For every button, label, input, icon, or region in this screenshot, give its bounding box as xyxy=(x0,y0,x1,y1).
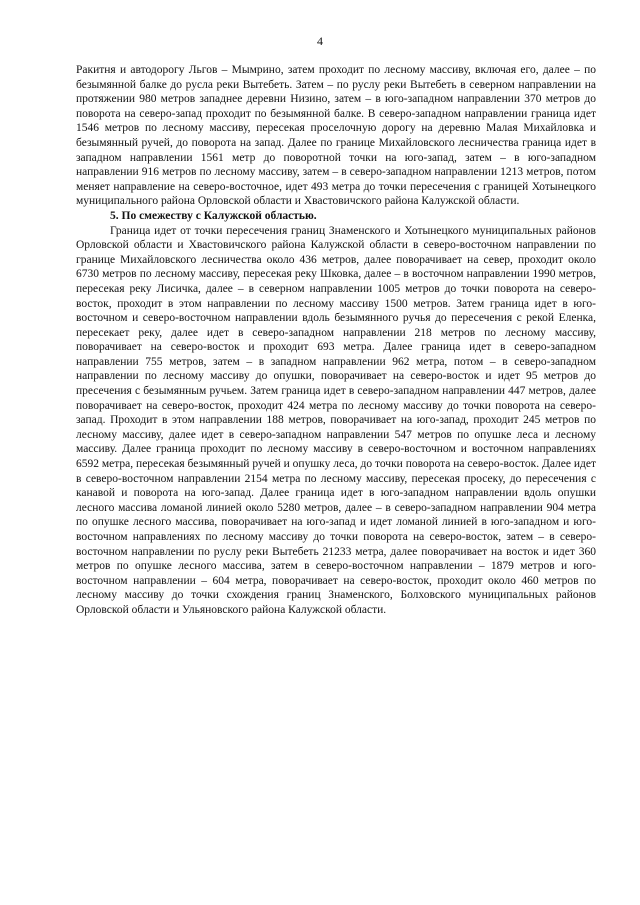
section-heading: 5. По смежеству с Калужской областью. xyxy=(110,209,317,222)
paragraph-boundary-kaluga: Граница идет от точки пересечения границ Знаменского и Хотынецкого муниципальных районов Орловской области и Хвастовичского района Калужской области в северо-восточном направлении по границе Михайловского лесничества около 436 метров, далее поворачивает на север, проходит около 6730 метров по лесному массиву, пересекая реку Шковка, далее – в восточном направлении 1990 метров, пересекая реку Лисичка, далее – в северном направлении 1005 метров до точки поворота на северо-восток, проходит в этом направлении по лесному массиву 1500 метров. Затем граница идет в юго-восточном и северо-восточном направлении вдоль безымянного ручья до пересечения с рекой Еленка, пересекает реку, далее идет в северо-западном направлении 218 метров по лесному массиву, поворачивает на северо-восток и проходит 693 метра. Далее граница идет в северо-западном направлении 755 метров, затем – в западном направлении 962 метра, потом – в северо-западном направлении по лесному массиву до опушки, поворачивает на северо-восток и идет 95 метров до пресечения с безымянным ручьем. Затем граница идет в северо-западном направлении 447 метров, далее поворачивает на северо-восток, проходит 424 метра по лесному массиву до точки поворота на северо-запад. Проходит в этом направлении 188 метров, поворачивает на юго-запад, проходит 245 метров по лесному массиву, далее идет в северо-западном направлении 547 метров по опушке леса и лесному массиву. Далее граница проходит по лесному массиву в северо-восточном и восточном направлениях 6592 метра, пересекая безымянный ручей и опушку леса, до точки поворота на северо-восток. Далее идет в северо-восточном направлении 2154 метра по лесному массиву, пересекая просеку, до пересечения с канавой и поворота на юго-запад. Далее граница идет в юго-западном направлении вдоль опушки лесного массива ломаной линией около 5280 метров, далее – в северо-западном направлении 904 метра по опушке лесного массива, поворачивает на юго-запад и идет ломаной линией в юго-западном и юго-восточном направлениях по лесному массиву до точки поворота на северо-восток, затем – в северо-восточном направлении по руслу реки Вытебеть 21233 метра, далее поворачивает на восток и идет 360 метров по опушке лесного массива, затем в северо-восточном направлении – 1879 метров и юго-восточном направлении – 604 метра, поворачивает на северо-восток, проходит около 460 метров по лесному массиву до точки схождения границ Знаменского, Болховского муниципальных районов Орловской области и Ульяновского района Калужской области. xyxy=(76,224,596,616)
document-body xyxy=(76,63,596,618)
page-number: 4 xyxy=(317,34,323,48)
paragraph-continuation: Ракитня и автодорогу Льгов – Мымрино, затем проходит по лесному массиву, включая его, далее – по безымянной балке до русла реки Вытебеть. Затем – по руслу реки Вытебеть в северном направлении на протяжении 980 метров западнее деревни Низино, затем – в юго-западном направлении 370 метров до поворота на северо-запад проходит по безымянной балке. В северо-западном направлении граница идет 1546 метров по лесному массиву, пересекая проселочную дорогу на деревню Малая Михайловка и безымянный ручей, до поворота на запад. Далее по границе Михайловского лесничества граница идет в западном направлении 1561 метр до поворотной точки на юго-запад, затем – в юго-западном направлении 916 метров по лесному массиву, затем – в северо-западном направлении 1213 метров, потом меняет направление на северо-восточное, идет 493 метра до точки пересечения с границей Хотынецкого муниципального района Орловской области и Хвастовичского района Калужской области. xyxy=(76,64,596,208)
